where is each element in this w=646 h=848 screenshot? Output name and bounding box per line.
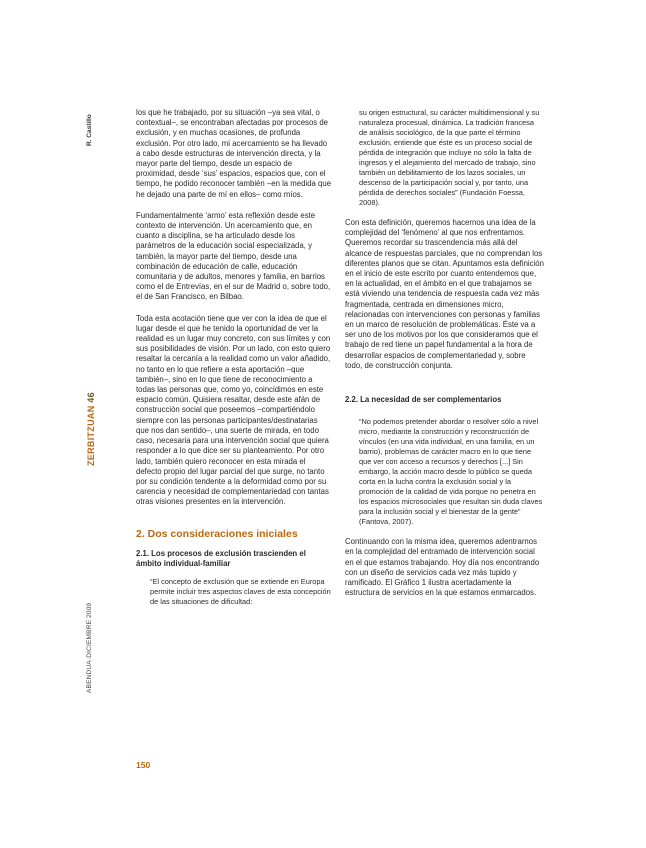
left-column <box>136 108 332 617</box>
subsection-heading: 2.1. Los procesos de exclusión trascienden el ámbito individual-familiar <box>136 548 306 568</box>
subsection-heading: 2.2. La necesidad de ser complementarios <box>345 395 502 405</box>
journal-number: 46 <box>86 392 96 403</box>
right-column <box>345 108 544 609</box>
section-heading: 2. Dos consideraciones iniciales <box>136 527 298 540</box>
paragraph: Fundamentalmente ‘armo’ esta reflexión desde este contexto de intervención. Un acercamiento que, en cuanto a disciplina, se ha articulado desde los parámetros de la educación social especializada, y también, la mayor parte del tiempo, desde una combinación de educación de calle, educación comunitaria y de adultos, menores y familia, en barrios como el de Entrevías, en el sur de Madrid o, sobre todo, el de San Francisco, en Bilbao. <box>136 210 331 302</box>
block-quote: “No podemos pretender abordar o resolver sólo a nivel micro, mediante la construcción y reconstrucción de vínculos (en una vida individual, en una familia, en un barrio), problemas de carácter macro en lo que tiene que ver con acceso a recursos y derechos [...] Sin embargo, la acción macro desde lo público se queda corta en la lucha contra la exclusión social y la promoción de la calidad de vida porque no penetra en los espacios microsociales que resultan sin duda claves para la inclusión social y el bienestar de la gente” (Fantova, 2007). <box>359 417 543 527</box>
paragraph: los que he trabajado, por su situación –ya sea vital, o contextual–, se encontraban afectadas por procesos de exclusión, y en muchas ocasiones, de profunda exclusión. Por otro lado, mi acercamiento se ha llevado a cabo desde estructuras de intervención directa, y la mayor parte del tiempo, desde un espacio de proximidad, desde ‘sus’ espacios, espacios que, con el tiempo, he podido reconocer también –en la medida que he dejado una parte de mí en ellos– como míos. <box>136 108 332 199</box>
page-number: 150 <box>136 760 151 770</box>
paragraph: Con esta definición, queremos hacernos una idea de la complejidad del ‘fenómeno’ al que nos enfrentamos. Queremos recordar su trascendencia más allá del alcance de respuestas parciales, que no comprendan los diferentes planos que se citan. Apuntamos esta definición en el inicio de este escrito por cuanto entendemos que, en la actualidad, en el ámbito en el que trabajamos se está viviendo una tendencia de respuesta cada vez más fragmentada, centrada en dimensiones micro, relacionadas con intervenciones con personas y familias en un marco de resolución de problemáticas. Éste va a ser uno de los motivos por los que consideramos que el trabajo de red tiene un papel fundamental a la hora de desarrollar espacios de complementariedad y, sobre todo, de construcción conjunta. <box>345 218 544 370</box>
block-quote-continuation: su origen estructural, su carácter multidimensional y su naturaleza procesual, dinámica. La tradición francesa de análisis sociológico, de la que parte el término exclusión, entiende que éste es un proceso social de pérdida de integración que incluye no sólo la falta de ingresos y el alejamiento del mercado de trabajo, sino también un debilitamiento de los lazos sociales, un descenso de la participación social y, por tanto, una pérdida de derechos sociales” (Fundación Foessa, 2008). <box>359 108 540 207</box>
paragraph: Continuando con la misma idea, queremos adentrarnos en la complejidad del entramado de intervención social en el que estamos trabajando. Hoy día nos encontrando con un diseño de servicios cada vez más tupido y ramificado. El Gráfico 1 ilustra acertadamente la estructura de servicios en la que estamos enmarcados. <box>345 537 540 598</box>
journal-title <box>86 392 96 466</box>
issue-date: ABENDUA·DICIEMBRE 2009 <box>86 602 93 693</box>
block-quote: “El concepto de exclusión que se extiende en Europa permite incluir tres aspectos claves de esta concepción de las situaciones de dificultad: <box>150 576 331 606</box>
journal-name: ZERBITZUAN <box>86 405 96 466</box>
author-name: R. Castillo <box>86 114 93 146</box>
paragraph: Toda esta acotación tiene que ver con la idea de que el lugar desde el que he tenido la oportunidad de ver la realidad es un lugar muy concreto, con sus límites y con sus posibilidades de visión. Por un lado, con esto quiero resaltar la cercanía a la realidad como un valor añadido, no tanto en lo que refiere a esta aportación –que también–, sino en lo que tiene de reconocimiento a todas las personas que, como yo, coincidimos en este espacio común. Quisiera resaltar, desde este afán de construcción social que poseemos –compartiéndolo siempre con las personas participantes/destinatarias que nos dan sentido–, una suerte de mirada, en todo caso, necesaria para una intervención social que quiera responder a lo que dice ser su planteamiento. Por otro lado, también quiero reconocer en esta mirada el defecto propio del lugar parcial del que surge, no tanto por su condición tendente a la deformidad como por su carencia y necesidad de complementariedad con tantas otras visiones presentes en la intervención. <box>136 313 331 507</box>
